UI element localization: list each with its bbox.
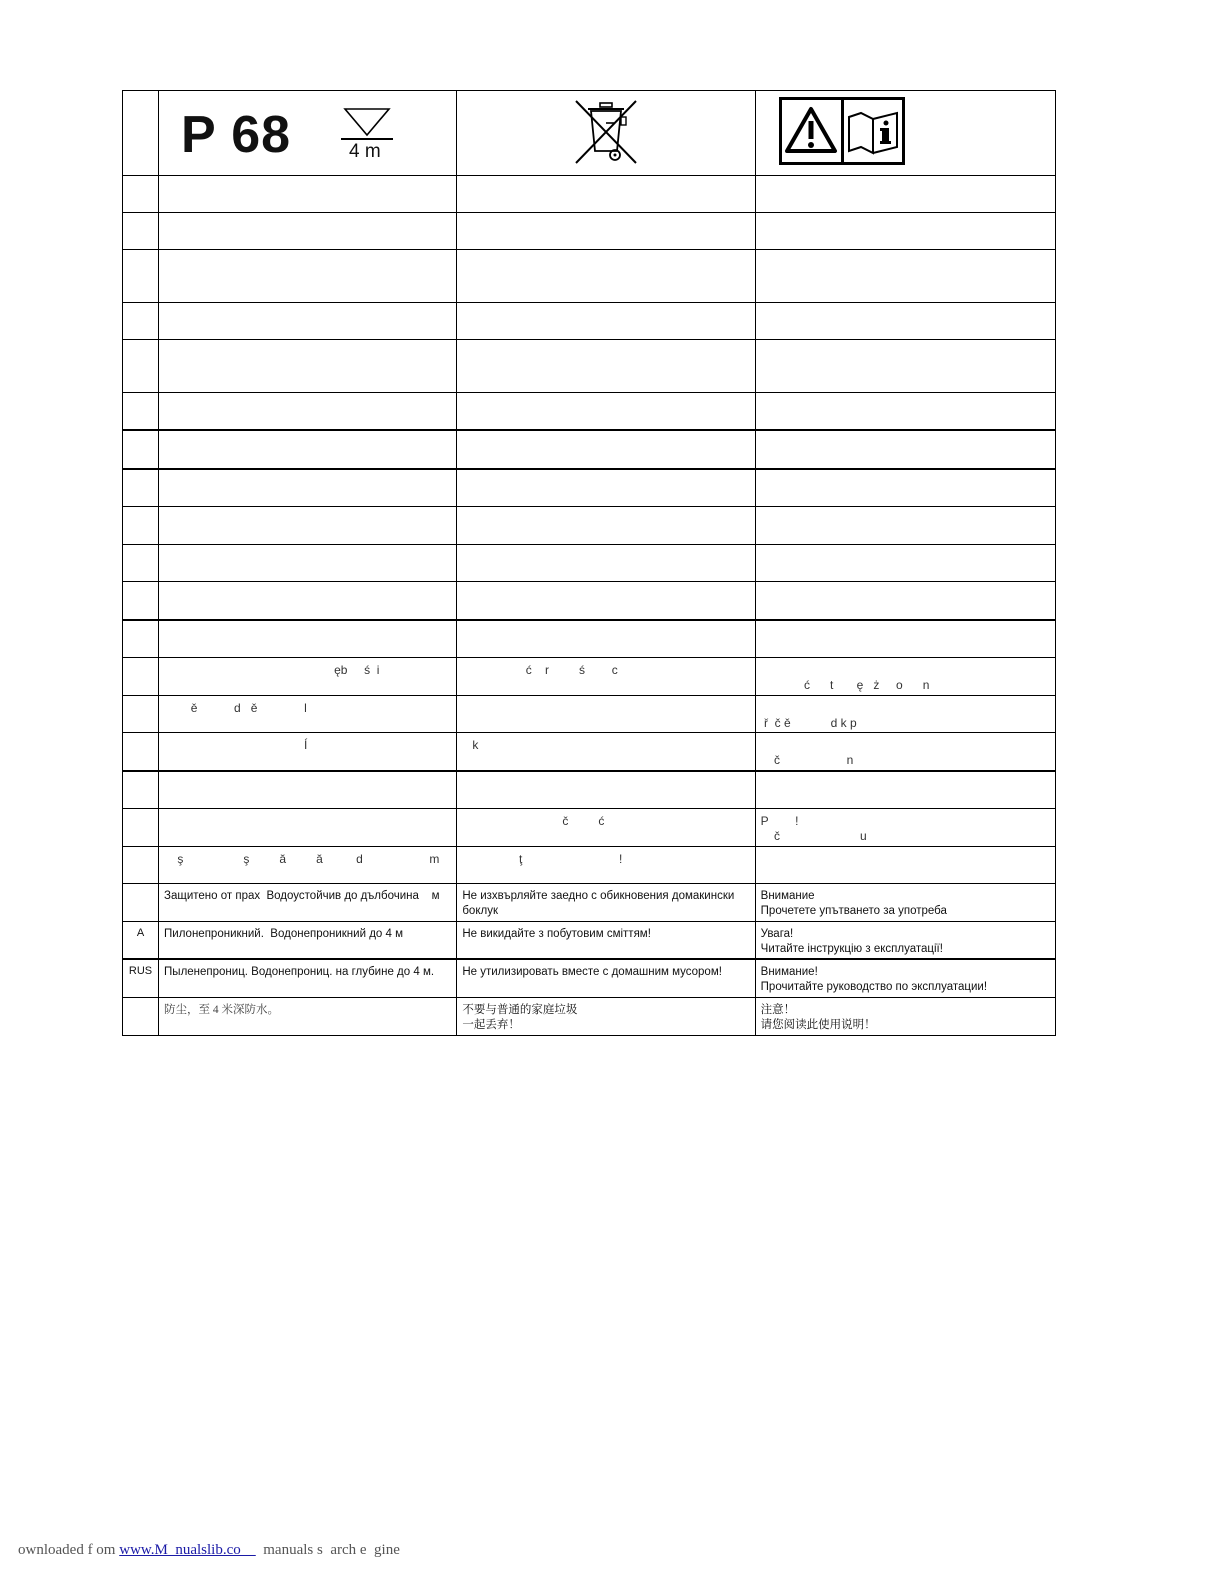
warning-translation <box>755 430 1055 469</box>
language-code-cell <box>123 959 159 998</box>
warning-translation <box>755 582 1055 621</box>
ip-rating-translation <box>159 809 457 847</box>
language-code: RUS <box>128 965 153 977</box>
language-code-cell <box>123 545 159 582</box>
warning-translation <box>755 809 1055 847</box>
ip-rating-translation <box>159 959 457 998</box>
warning-translation <box>755 176 1055 213</box>
disposal-translation-text: Не утилизировать вместе с домашним мусором! <box>462 966 722 978</box>
warning-translation <box>755 922 1055 960</box>
warning-translation <box>755 545 1055 582</box>
warning-translation <box>755 959 1055 998</box>
disposal-translation-text <box>457 621 754 626</box>
disposal-translation <box>457 658 755 696</box>
ip-rating-label: P 68 <box>181 106 292 164</box>
table-row <box>123 809 1056 847</box>
footer-suffix: manuals s arch e gine <box>255 1542 400 1558</box>
warning-translation-text: ć t ę ż o n <box>803 678 930 692</box>
ip-rating-translation-text <box>159 470 456 475</box>
ip-rating-translation-text <box>159 213 456 218</box>
disposal-translation-text: Не викидайте з побутовим сміттям! <box>462 928 651 940</box>
ip-rating-translation <box>159 884 457 922</box>
ip-rating-translation <box>159 469 457 507</box>
warning-translation-text: Увага! Читайте інструкцію з експлуатації! <box>760 928 943 955</box>
table-row <box>123 507 1056 545</box>
ip-rating-translation <box>159 733 457 772</box>
table-row <box>123 884 1056 922</box>
ip-rating-translation-text: ş ş ă ă d m <box>164 852 440 866</box>
ip-rating-translation-text <box>159 507 456 512</box>
depth-label: 4 m <box>349 141 381 162</box>
warning-translation <box>755 507 1055 545</box>
ip-rating-translation-text: Í <box>164 738 308 752</box>
ip-rating-translation <box>159 696 457 733</box>
ip-rating-translation-text <box>159 303 456 308</box>
ip-rating-translation <box>159 507 457 545</box>
disposal-translation-text: Не изхвърляйте заедно с обикновения домакински боклук <box>462 890 738 917</box>
ip-rating-translation-text <box>159 809 456 814</box>
warning-translation <box>755 250 1055 303</box>
language-code: A <box>136 927 145 939</box>
table-row <box>123 959 1056 998</box>
disposal-translation <box>457 809 755 847</box>
warning-translation <box>755 733 1055 772</box>
language-code-cell <box>123 733 159 772</box>
disposal-translation-text <box>457 696 754 701</box>
language-code-cell <box>123 696 159 733</box>
warning-translation <box>755 998 1055 1036</box>
language-code-cell <box>123 582 159 621</box>
ip-rating-translation-text <box>159 176 456 181</box>
disposal-translation-text <box>457 470 754 475</box>
language-code-cell <box>123 658 159 696</box>
table-row <box>123 340 1056 393</box>
warning-translation-text: Внимание! Прочитайте руководство по эксплуатации! <box>760 966 988 993</box>
warning-manual-cell <box>755 91 1055 176</box>
warning-translation-text <box>756 431 1055 436</box>
language-code <box>123 733 158 738</box>
footer-prefix: ownloaded f om <box>18 1542 120 1558</box>
table-row <box>123 213 1056 250</box>
warning-translation-text <box>756 213 1055 218</box>
crossed-bin-icon <box>570 95 642 167</box>
table-row <box>123 545 1056 582</box>
language-code <box>123 582 158 587</box>
disposal-translation-text <box>457 213 754 218</box>
disposal-translation <box>457 733 755 772</box>
table-row <box>123 620 1056 658</box>
table-row <box>123 696 1056 733</box>
disposal-translation <box>457 998 755 1036</box>
language-code <box>123 809 158 814</box>
disposal-translation <box>457 303 755 340</box>
disposal-translation-text: ţ ! <box>462 852 623 866</box>
disposal-cell <box>457 91 755 176</box>
table-row <box>123 771 1056 809</box>
ip-rating-translation-text <box>159 340 456 345</box>
disposal-translation <box>457 176 755 213</box>
warning-translation-text <box>756 621 1055 626</box>
warning-translation <box>755 771 1055 809</box>
language-code <box>123 545 158 550</box>
disposal-translation-text: ć r ś c <box>462 663 618 677</box>
disposal-translation-text <box>457 431 754 436</box>
ip-rating-translation-text <box>159 621 456 626</box>
language-code-cell <box>123 847 159 884</box>
warning-translation <box>755 620 1055 658</box>
ip-rating-translation-text <box>159 431 456 436</box>
disposal-translation <box>457 430 755 469</box>
language-code <box>123 213 158 218</box>
language-code-cell <box>123 430 159 469</box>
warning-translation <box>755 696 1055 733</box>
table-row <box>123 250 1056 303</box>
language-code-cell <box>123 303 159 340</box>
ip-rating-translation <box>159 922 457 960</box>
table-row <box>123 998 1056 1036</box>
table-row <box>123 847 1056 884</box>
disposal-translation-text <box>457 545 754 550</box>
warning-read-manual-icon <box>779 97 905 165</box>
warning-translation-text: ř č ě d k p <box>763 716 857 730</box>
language-code <box>123 250 158 255</box>
language-code-cell <box>123 998 159 1036</box>
disposal-translation <box>457 250 755 303</box>
disposal-translation <box>457 884 755 922</box>
language-code <box>123 507 158 512</box>
disposal-translation <box>457 959 755 998</box>
disposal-translation <box>457 922 755 960</box>
disposal-translation <box>457 507 755 545</box>
language-code-cell <box>123 507 159 545</box>
language-code <box>123 621 158 626</box>
ip-rating-translation <box>159 430 457 469</box>
language-code <box>123 884 158 889</box>
warning-translation-text: Внимание Прочетете упътването за употреба <box>760 890 947 917</box>
ip-rating-translation <box>159 250 457 303</box>
warning-translation <box>755 847 1055 884</box>
ip-rating-translation <box>159 393 457 431</box>
warning-translation <box>755 884 1055 922</box>
warning-translation-text <box>756 772 1055 777</box>
ip-rating-translation <box>159 771 457 809</box>
warning-translation-text: č n <box>773 753 854 767</box>
disposal-translation-text <box>457 303 754 308</box>
warning-translation-text <box>756 250 1055 255</box>
ip-rating-translation <box>159 620 457 658</box>
symbols-table <box>122 90 1056 1036</box>
ip-rating-translation-text: ęb ś i <box>164 663 380 677</box>
ip-rating-translation-text <box>159 393 456 398</box>
ip-rating-translation-text: Пыленепрониц. Водонепрониц. на глубине до 4 м. <box>164 966 435 978</box>
disposal-translation-text <box>457 340 754 345</box>
language-code <box>123 696 158 701</box>
disposal-translation <box>457 393 755 431</box>
language-code <box>123 658 158 663</box>
warning-translation-text <box>756 340 1055 345</box>
disposal-translation <box>457 545 755 582</box>
disposal-translation-text: k <box>462 738 479 752</box>
ip-rating-translation-text <box>159 582 456 587</box>
language-code-cell <box>123 340 159 393</box>
language-code-cell <box>123 809 159 847</box>
ip-rating-translation <box>159 213 457 250</box>
header-code-cell <box>123 91 159 176</box>
ip-rating-translation <box>159 847 457 884</box>
ip-rating-translation-text: ě d ě l <box>164 701 307 715</box>
disposal-translation-text <box>457 250 754 255</box>
warning-translation-text: 注意！ 请您阅读此使用说明！ <box>760 1004 876 1031</box>
ip-rating-translation <box>159 545 457 582</box>
ip-rating-translation <box>159 998 457 1036</box>
warning-translation <box>755 213 1055 250</box>
language-code <box>123 470 158 475</box>
ip-rating-translation-text: Пилонепроникний. Водонепроникний до 4 м <box>164 928 403 940</box>
language-code-cell <box>123 469 159 507</box>
table-row <box>123 733 1056 772</box>
warning-translation-text <box>756 847 1055 852</box>
ip-rating-cell <box>159 91 457 176</box>
disposal-translation-text <box>457 772 754 777</box>
language-code-cell <box>123 884 159 922</box>
language-code-cell <box>123 393 159 431</box>
download-footer <box>18 1542 400 1559</box>
ip-rating-translation <box>159 582 457 621</box>
language-code <box>123 393 158 398</box>
warning-translation-text: P ! č u <box>760 814 867 843</box>
table-row <box>123 303 1056 340</box>
language-code-cell <box>123 771 159 809</box>
language-code-cell <box>123 213 159 250</box>
manualslib-link[interactable]: www.M nualslib.co <box>119 1542 256 1558</box>
ip-rating-translation-text: 防尘，至 4 米深防水。 <box>164 1004 280 1016</box>
warning-translation-text <box>756 303 1055 308</box>
disposal-translation-text: č ć <box>462 814 605 828</box>
disposal-translation <box>457 469 755 507</box>
ip-rating-translation-text <box>159 250 456 255</box>
language-code-cell <box>123 250 159 303</box>
disposal-translation-text <box>457 176 754 181</box>
disposal-translation-text <box>457 393 754 398</box>
disposal-translation-text <box>457 507 754 512</box>
warning-translation <box>755 469 1055 507</box>
table-row <box>123 582 1056 621</box>
disposal-translation <box>457 847 755 884</box>
warning-translation-text <box>756 393 1055 398</box>
ip-rating-translation <box>159 658 457 696</box>
warning-translation-text <box>756 176 1055 181</box>
language-code <box>123 847 158 852</box>
disposal-translation <box>457 582 755 621</box>
ip-rating-translation-text: Защитено от прах Водоустойчив до дълбочина м <box>164 890 440 902</box>
table-row <box>123 658 1056 696</box>
header-row <box>123 91 1056 176</box>
disposal-translation-text: 不要与普通的家庭垃圾 一起丢弃！ <box>462 1004 578 1031</box>
disposal-translation <box>457 696 755 733</box>
disposal-translation-text <box>457 582 754 587</box>
disposal-translation <box>457 340 755 393</box>
table-row <box>123 176 1056 213</box>
disposal-translation <box>457 620 755 658</box>
warning-translation-text <box>756 545 1055 550</box>
table-row <box>123 469 1056 507</box>
disposal-translation <box>457 771 755 809</box>
ip-rating-translation <box>159 176 457 213</box>
warning-translation-text <box>756 470 1055 475</box>
table-row <box>123 393 1056 431</box>
disposal-translation <box>457 213 755 250</box>
language-code-cell <box>123 176 159 213</box>
ip-rating-translation-text <box>159 545 456 550</box>
warning-translation <box>755 393 1055 431</box>
table-row <box>123 430 1056 469</box>
warning-translation <box>755 658 1055 696</box>
table-row <box>123 922 1056 960</box>
warning-translation-text <box>756 582 1055 587</box>
language-code <box>123 998 158 1003</box>
warning-translation <box>755 340 1055 393</box>
warning-translation-text <box>756 507 1055 512</box>
language-code <box>123 176 158 181</box>
language-code <box>123 340 158 345</box>
language-code-cell <box>123 922 159 960</box>
language-code <box>123 303 158 308</box>
language-code <box>123 431 158 436</box>
ip-rating-translation <box>159 303 457 340</box>
ip-rating-translation-text <box>159 772 456 777</box>
language-code-cell <box>123 620 159 658</box>
language-code <box>123 772 158 777</box>
ip-rating-translation <box>159 340 457 393</box>
water-depth-icon <box>341 105 397 145</box>
warning-translation <box>755 303 1055 340</box>
